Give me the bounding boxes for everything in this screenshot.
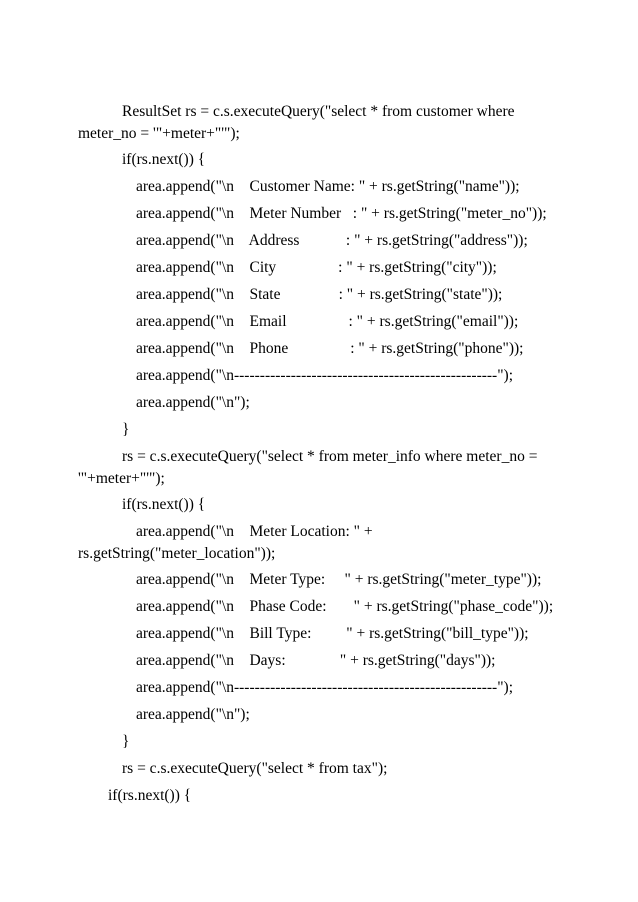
code-line-1: ResultSet rs = c.s.executeQuery("select * from customer where: [122, 103, 515, 120]
code-line-4: area.append("\n Customer Name: " + rs.getString("name"));: [136, 178, 520, 195]
code-line-8: area.append("\n State : " + rs.getString("state"));: [136, 286, 503, 303]
code-line-14: rs = c.s.executeQuery("select * from meter_info where meter_no =: [122, 448, 538, 465]
code-line-9: area.append("\n Email : " + rs.getString("email"));: [136, 313, 519, 330]
code-line-23: area.append("\n---------------------------------------------------");: [136, 679, 514, 696]
code-line-16: if(rs.next()) {: [122, 496, 206, 513]
code-line-12: area.append("\n");: [136, 394, 250, 411]
code-line-21: area.append("\n Bill Type: " + rs.getString("bill_type"));: [136, 625, 529, 642]
code-line-17: area.append("\n Meter Location: " +: [136, 523, 373, 540]
code-line-18: rs.getString("meter_location"));: [78, 545, 276, 562]
code-line-27: if(rs.next()) {: [108, 787, 192, 804]
code-line-6: area.append("\n Address : " + rs.getString("address"));: [136, 232, 528, 249]
code-line-2: meter_no = '"+meter+"'");: [78, 125, 240, 142]
code-line-15: '"+meter+"'");: [78, 470, 165, 487]
code-line-3: if(rs.next()) {: [122, 151, 206, 168]
code-line-22: area.append("\n Days: " + rs.getString("days"));: [136, 652, 496, 669]
code-line-26: rs = c.s.executeQuery("select * from tax");: [122, 760, 388, 777]
code-line-20: area.append("\n Phase Code: " + rs.getString("phase_code"));: [136, 598, 554, 615]
code-line-24: area.append("\n");: [136, 706, 250, 723]
code-line-11: area.append("\n---------------------------------------------------");: [136, 367, 514, 384]
code-line-19: area.append("\n Meter Type: " + rs.getString("meter_type"));: [136, 571, 542, 588]
code-line-7: area.append("\n City : " + rs.getString("city"));: [136, 259, 497, 276]
code-line-25: }: [122, 733, 130, 750]
code-line-5: area.append("\n Meter Number : " + rs.getString("meter_no"));: [136, 205, 547, 222]
code-line-13: }: [122, 421, 130, 438]
code-line-10: area.append("\n Phone : " + rs.getString("phone"));: [136, 340, 524, 357]
